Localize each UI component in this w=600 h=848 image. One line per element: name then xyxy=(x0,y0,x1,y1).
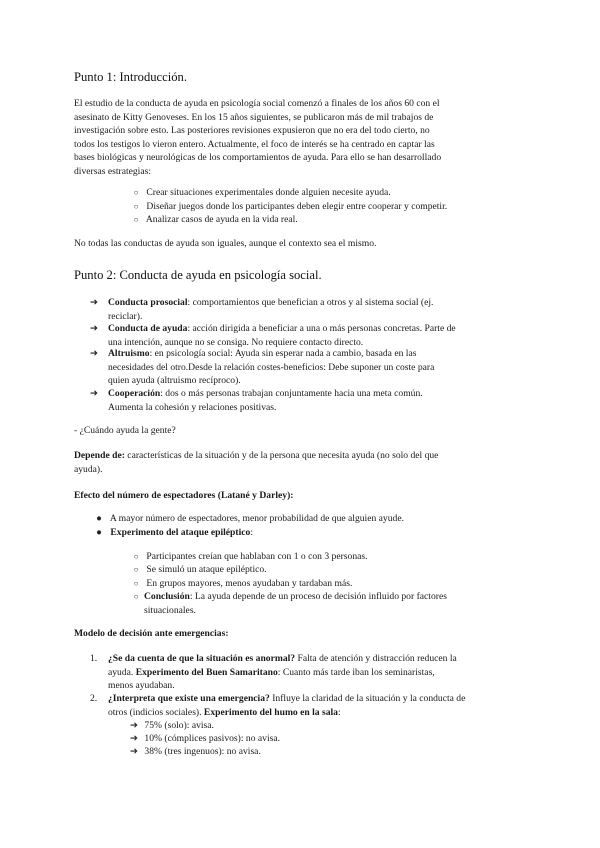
list-item: ➔ 10% (cómplices pasivos): no avisa. xyxy=(126,732,280,746)
definition-item-altruismo: ➔ Altruismo: en psicología social: Ayuda sin esperar nada a cambio, basada en las necesidades del otro.Desde la relación costes-beneficios: Debe suponer un coste para quien ayuda (altruismo recíproco). xyxy=(90,348,435,386)
arrow-right-icon: ➔ xyxy=(90,323,99,334)
arrow-right-icon: ➔ xyxy=(129,720,139,731)
section-title-punto1: Punto 1: Introducción. xyxy=(74,70,187,84)
circle-bullet-icon: ○ xyxy=(133,188,139,197)
text-line: El estudio de la conducta de ayuda en psicología social comenzó a finales de los años 60 con el xyxy=(74,98,440,109)
circle-bullet-icon: ○ xyxy=(133,215,139,224)
text-line: todos los testigos lo vieron entero. Actualmente, el foco de interés se ha centrado en captar las xyxy=(74,138,435,150)
circle-bullet-icon: ○ xyxy=(133,202,139,211)
definition-item-prosocial: ➔ Conducta prosocial: comportamientos que benefician a otros y al sistema social (ej. reciclar). xyxy=(90,297,434,322)
definition-item-ayuda: ➔ Conducta de ayuda: acción dirigida a beneficiar a una o más personas concretas. Parte de una intención, aunque no se consiga. No requiere contacto directo. xyxy=(90,323,456,348)
closing-paragraph: No todas las conductas de ayuda son iguales, aunque el contexto sea el mismo. xyxy=(74,238,377,249)
arrow-right-icon: ➔ xyxy=(90,388,99,399)
arrow-right-icon: ➔ xyxy=(129,746,139,757)
subsection-title-modelo: Modelo de decisión ante emergencias: xyxy=(74,628,229,639)
arrow-right-icon: ➔ xyxy=(129,733,139,744)
dot-bullet-icon: ● xyxy=(96,513,102,524)
circle-bullet-icon: ○ xyxy=(133,552,139,561)
dot-bullet-icon: ● xyxy=(96,527,102,538)
circle-bullet-icon: ○ xyxy=(133,592,139,601)
list-item: ○ Analizar casos de ayuda en la vida real. xyxy=(128,213,298,227)
question-heading: - ¿Cuándo ayuda la gente? xyxy=(74,425,176,436)
text-line: bases biológicas y neurológicas de los comportamientos de ayuda. Para ello se han desarrollado xyxy=(74,152,442,163)
circle-bullet-icon: ○ xyxy=(133,579,139,588)
text-line: investigación sobre esto. Las posteriores revisiones expusieron que no era del todo cierto, no xyxy=(74,125,430,136)
definition-item-cooperacion: ➔ Cooperación: dos o más personas trabajan conjuntamente hacia una meta común. Aumenta la cohesión y relaciones positivas. xyxy=(90,388,423,413)
numbered-item-2: 2. ¿Interpreta que existe una emergencia? Influye la claridad de la situación y la conducta de otros (indicios sociales). Experimento del humo en la sala: xyxy=(90,693,466,718)
list-item: ○ Crear situaciones experimentales donde alguien necesite ayuda. xyxy=(128,186,391,200)
list-item: ● Experimento del ataque epiléptico: xyxy=(90,526,253,540)
list-item: ○ Conclusión: La ayuda depende de un proceso de decisión influido por factores situacionales. xyxy=(128,590,528,617)
text-line: asesinato de Kitty Genoveses. En los 15 años siguientes, se publicaron más de mil trabajos de xyxy=(74,111,434,123)
circle-bullet-icon: ○ xyxy=(133,565,139,574)
depende-paragraph: Depende de: características de la situación y de la persona que necesita ayuda (no solo del que ayuda). xyxy=(74,450,439,475)
numbered-item-1: 1. ¿Se da cuenta de que la situación es anormal? Falta de atención y distracción reducen la ayuda. Experimento del Buen Samaritano: Cuanto más tarde iban los seminaristas, menos ayudaban. xyxy=(90,653,457,691)
list-item: ○ Se simuló un ataque epiléptico. xyxy=(128,563,267,577)
intro-paragraph xyxy=(74,97,441,178)
list-item: ○ En grupos mayores, menos ayudaban y tardaban más. xyxy=(128,577,352,591)
list-item: ➔ 75% (solo): avisa. xyxy=(126,719,214,733)
section-title-punto2: Punto 2: Conducta de ayuda en psicología social. xyxy=(74,268,322,282)
text-line: diversas estrategias: xyxy=(74,165,151,177)
list-item: ○ Diseñar juegos donde los participantes deben elegir entre cooperar y competir. xyxy=(128,200,447,214)
subsection-title-efecto: Efecto del número de espectadores (Latané y Darley): xyxy=(74,490,294,501)
list-item: ➔ 38% (tres ingenuos): no avisa. xyxy=(126,745,261,759)
arrow-right-icon: ➔ xyxy=(90,348,99,359)
list-item: ○ Participantes creían que hablaban con 1 o con 3 personas. xyxy=(128,550,368,564)
list-item: ● A mayor número de espectadores, menor probabilidad de que alguien ayude. xyxy=(90,512,404,526)
arrow-right-icon: ➔ xyxy=(90,297,99,308)
